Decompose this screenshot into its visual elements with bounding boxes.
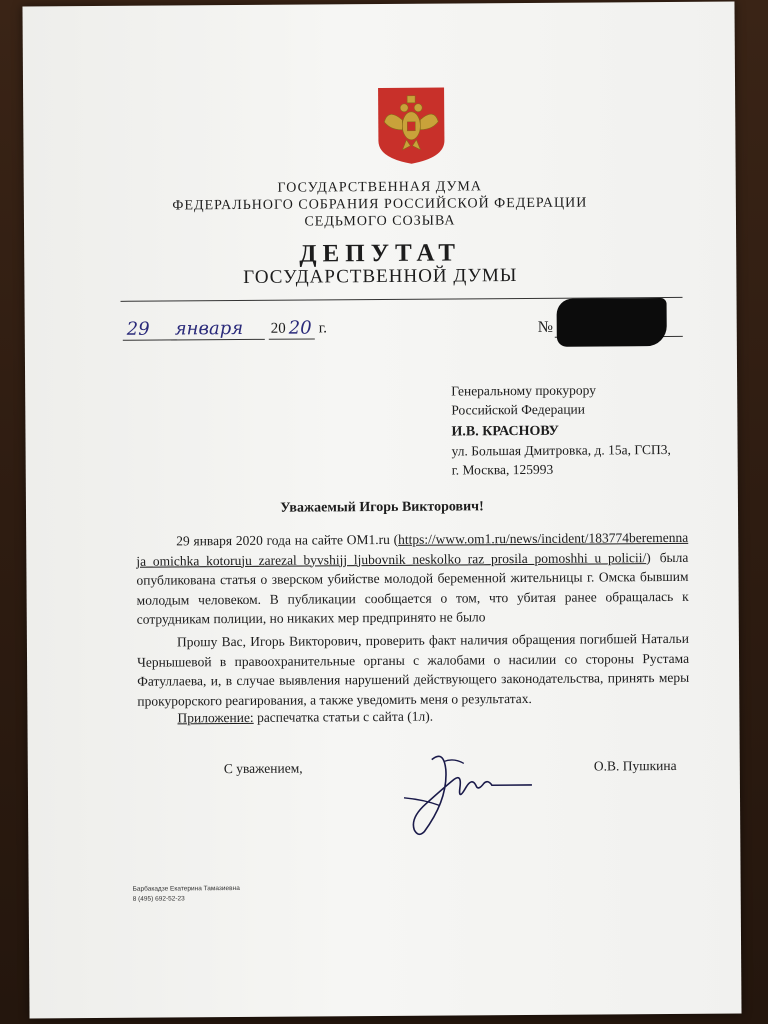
redacted-number: [557, 298, 667, 347]
addressee-name: И.В. КРАСНОВУ: [451, 423, 559, 440]
date-year-underline: [269, 338, 315, 339]
addressee-country: Российской Федерации: [451, 401, 586, 418]
attachment-label: Приложение:: [177, 709, 254, 726]
body-paragraph-1: [136, 528, 689, 629]
header-line-convocation: СЕДЬМОГО СОЗЫВА: [304, 213, 456, 230]
executor-name: Барбакадзе Екатерина Тамазиевна: [132, 885, 240, 893]
date-month: января: [174, 317, 244, 340]
body-p1-end: ) была опубликована статья о зверском убийстве молодой беременной жительницы г. Омска бывшим молодым человеком. В публикации сообщается о том, что убитая ранее обращалась к сотрудникам полиции, но никаких мер предпринято не было: [136, 549, 689, 627]
date-year-label: г.: [318, 320, 328, 337]
number-label: №: [537, 318, 554, 336]
body-p1-start: 29 января 2020 года на сайте OM1.ru (: [176, 531, 399, 549]
body-p2-text: Прошу Вас, Игорь Викторович, проверить факт наличия обращения погибшей Натальи Чернышевой в правоохранительные органы с жалобами о насилии со стороны Рустама Фатуллаева, и, в случае выявления нарушений действующего законодательства, принять меры прокурорского реагирования, а также уведомить меня о результатах.: [137, 630, 690, 709]
header-line-assembly: ФЕДЕРАЛЬНОГО СОБРАНИЯ РОССИЙСКОЙ ФЕДЕРАЦИИ: [172, 195, 588, 214]
date-month-underline: [171, 339, 265, 341]
addressee-address-street: ул. Большая Дмитровка, д. 15а, ГСП3,: [451, 441, 671, 459]
signer-name: О.В. Пушкина: [593, 757, 677, 774]
header-subtitle: ГОСУДАРСТВЕННОЙ ДУМЫ: [243, 265, 518, 288]
closing-regards: С уважением,: [223, 760, 303, 777]
header-title: ДЕПУТАТ: [299, 239, 462, 268]
letter-page: [22, 2, 741, 1019]
header-line-duma: ГОСУДАРСТВЕННАЯ ДУМА: [277, 179, 483, 196]
executor-phone: 8 (495) 692-52-23: [132, 895, 185, 903]
date-day: 29: [126, 318, 150, 340]
greeting: Уважаемый Игорь Викторович!: [280, 499, 484, 516]
date-year-prefix: 20: [270, 320, 286, 337]
attachment-line: [177, 709, 433, 727]
addressee-address-city: г. Москва, 125993: [451, 461, 554, 478]
article-link[interactable]: https://www.om1.ru/news/incident/183774beremennaja_omichka_kotoruju_zarezal_byvshijj_ljubovnik_neskolko_raz_prosila_pomoshhi_u_policii/: [136, 529, 689, 569]
addressee-position: Генеральному прокурору: [451, 382, 597, 399]
date-day-underline: [123, 339, 177, 340]
signature-icon: [384, 739, 535, 842]
date-year-suffix: 20: [288, 317, 312, 339]
coat-of-arms-icon: [376, 86, 447, 166]
body-paragraph-2: [137, 629, 690, 711]
attachment-text: распечатка статьи с сайта (1л).: [253, 708, 434, 725]
